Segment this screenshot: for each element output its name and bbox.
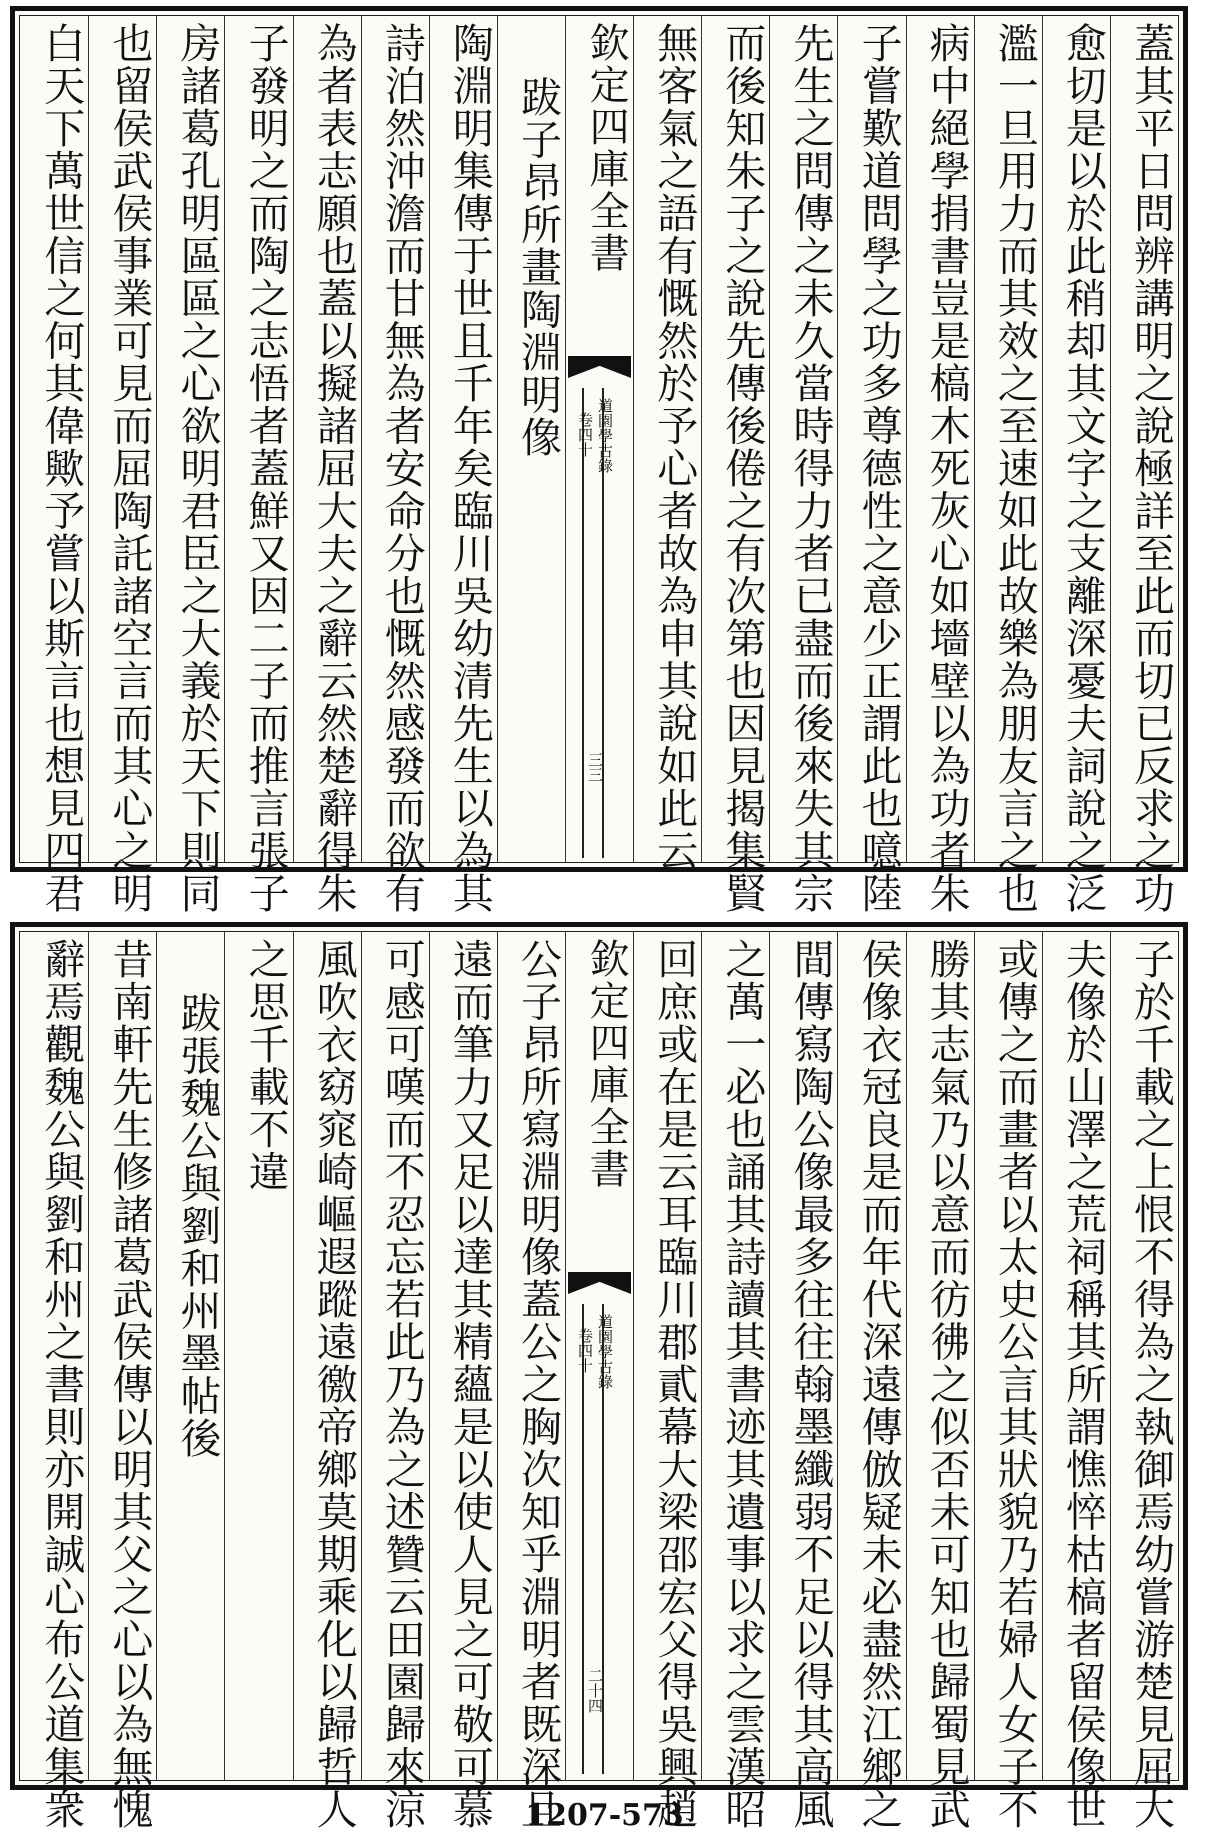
text-column [429, 16, 497, 915]
top-page-columns [20, 16, 1178, 915]
text-column [633, 16, 701, 872]
text-column [88, 932, 156, 1831]
column-text: 為者表志願也蓋以擬諸屈大夫之辭云然楚辭得朱 [309, 22, 358, 915]
column-text: 也留侯武侯事業可見而屈陶託諸空言而其心之明 [105, 22, 154, 915]
text-column [769, 16, 837, 915]
text-column [293, 932, 361, 1831]
text-column [20, 16, 88, 915]
column-text: 而後知朱子之說先傳後倦之有次第也因見揭集賢 [718, 22, 767, 915]
text-column [1110, 932, 1178, 1831]
column-text: 蓋其平日問辨講明之說極詳至此而切已反求之功 [1127, 22, 1175, 915]
text-column [974, 932, 1042, 1831]
text-column [224, 932, 292, 1780]
column-text: 風吹衣窈窕崎嶇遐蹤遠徼帝鄉莫期乘化以歸哲人 [309, 938, 358, 1831]
column-text: 公子昂所寫淵明像蓋公之胸次知乎淵明者既深且 [514, 938, 563, 1831]
banner-book-title: 道園學古錄 [596, 1314, 615, 1389]
text-column [701, 932, 769, 1831]
section-heading: 跋張魏公與劉和州墨帖後 [173, 992, 222, 1460]
heading-column [156, 932, 224, 1780]
text-column [497, 932, 565, 1831]
column-text: 可感可嘆而不忍忘若此乃為之述贊云田園歸來涼 [377, 938, 426, 1831]
text-column [837, 932, 905, 1831]
column-text: 或傳之而畫者以太史公言其狀貌乃若婦人女子不 [990, 938, 1039, 1831]
text-column [1042, 16, 1110, 915]
column-text: 濫一旦用力而其效之至速如此故樂為朋友言之也 [990, 22, 1039, 915]
page-number-footer: 1207-573 [525, 1798, 684, 1833]
text-column [633, 932, 701, 1831]
text-column [429, 932, 497, 1831]
column-text: 病中絕學捐書豈是槁木死灰心如墻壁以為功者朱 [922, 22, 971, 915]
column-text: 夫像於山澤之荒祠稱其所謂憔悴枯槁者留侯像世 [1058, 938, 1107, 1831]
column-text: 子於千載之上恨不得為之執御焉幼嘗游楚見屈大 [1127, 938, 1175, 1831]
section-heading: 跋子昂所畫陶淵明像 [514, 76, 563, 459]
top-page-frame [19, 15, 1179, 915]
text-column [156, 16, 224, 915]
column-text: 先生之問傳之未久當時得力者已盡而後來失其宗 [786, 22, 835, 915]
column-text: 詩泊然沖澹而甘無為者安命分也慨然感發而欲有 [377, 22, 426, 915]
column-text: 辭焉觀魏公與劉和州之書則亦開誠心布公道集衆 [37, 938, 86, 1831]
column-text: 昔南軒先生修諸葛武侯傳以明其父之心以為無愧 [105, 938, 154, 1831]
banner-title: 欽定四庫全書 [583, 22, 630, 274]
column-text: 遠而筆力又足以達其精蘊是以使人見之可敬可慕 [445, 938, 494, 1831]
column-text: 無客氣之語有慨然於予心者故為申其說如此云 [650, 22, 699, 872]
banner-book-title: 道園學古錄 [596, 398, 615, 473]
center-banner [565, 16, 633, 862]
column-text: 間傳寫陶公像最多往往翰墨纖弱不足以得其高風 [786, 938, 835, 1831]
text-column [224, 16, 292, 915]
column-text: 回庶或在是云耳臨川郡貳幕大梁邵宏父得吳興趙 [650, 938, 699, 1831]
top-page [10, 6, 1188, 915]
column-text: 陶淵明集傳于世且千年矣臨川吳幼清先生以為其 [445, 22, 494, 915]
banner-rule [582, 388, 584, 858]
fishtail-mark-icon [568, 356, 631, 378]
heading-column [497, 16, 565, 862]
text-column [361, 16, 429, 915]
text-column [906, 16, 974, 915]
banner-rule [582, 1304, 584, 1774]
text-column [906, 932, 974, 1831]
text-column [361, 932, 429, 1831]
column-text: 之萬一必也誦其詩讀其書迹其遺事以求之雲漢昭 [718, 938, 767, 1831]
text-column [1110, 16, 1178, 915]
column-text: 房諸葛孔明區區之心欲明君臣之大義於天下則同 [173, 22, 222, 915]
column-text: 勝其志氣乃以意而彷彿之似否未可知也歸蜀見武 [922, 938, 971, 1831]
text-column [293, 16, 361, 915]
banner-volume: 卷四十 [576, 1328, 595, 1373]
banner-title: 欽定四庫全書 [583, 938, 630, 1190]
text-column [701, 16, 769, 915]
text-column [769, 932, 837, 1831]
banner-volume: 卷四十 [576, 412, 595, 457]
text-column [1042, 932, 1110, 1831]
text-column [88, 16, 156, 915]
column-text: 白天下萬世信之何其偉歟予嘗以斯言也想見四君 [37, 22, 86, 915]
column-text: 侯像衣冠良是而年代深遠傳倣疑未必盡然江鄉之 [854, 938, 903, 1831]
banner-page-number: 二十四 [586, 1668, 605, 1713]
column-text: 之思千載不違 [241, 938, 290, 1193]
banner-page-number: 三三 [586, 752, 605, 782]
text-column [837, 16, 905, 915]
text-column [974, 16, 1042, 915]
text-column [20, 932, 88, 1831]
column-text: 子發明之而陶之志悟者蓋鮮又因二子而推言張子 [241, 22, 290, 915]
fishtail-mark-icon [568, 1272, 631, 1294]
column-text: 愈切是以於此稍却其文字之支離深憂夫詞說之泛 [1058, 22, 1107, 915]
center-banner [565, 932, 633, 1780]
column-text: 子嘗歎道問學之功多尊德性之意少正謂此也噫陸 [854, 22, 903, 915]
